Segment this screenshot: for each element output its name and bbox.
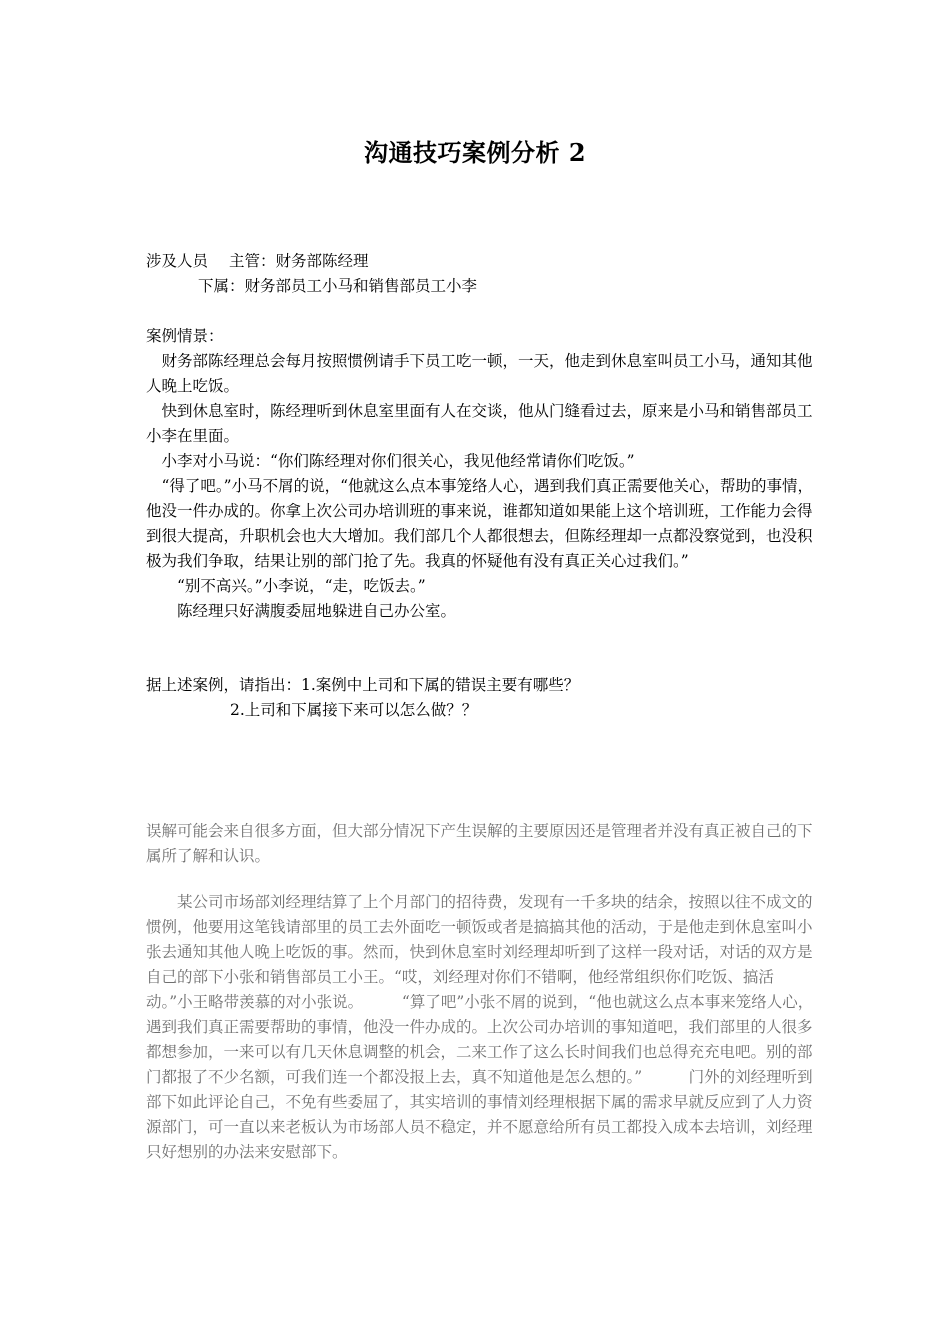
questions-section	[146, 673, 814, 723]
case-paragraph: 陈经理只好满腹委屈地躲进自己办公室。	[177, 602, 457, 620]
analysis-story: 某公司市场部刘经理结算了上个月部门的招待费，发现有一千多块的结余，按照以往不成文的惯例，他要用这笔钱请部里的员工去外面吃一顿饭或者是搞搞其他的活动，于是他走到休息室叫小张去通知其他人晚上吃饭的事。然而，快到休息室时刘经理却听到了这样一段对话，对话的双方是自己的部下小张和销售部员工小王。“哎，刘经理对你们不错啊，他经常组织你们吃饭、搞活动。”小王略带羡慕的对小张说。 “算了吧”小张不屑的说到，“他也就这么点本事来笼络人心，遇到我们真正需要帮助的事情，他没一件办成的。上次公司办培训的事知道吧，我们部里的人很多都想参加，一来可以有几天休息调整的机会，二来工作了这么长时间我们也总得充充电吧。别的部门都报了不少名额，可我们连一个都没报上去，真不知道他是怎么想的。” 门外的刘经理听到部下如此评论自己，不免有些委屈了，其实培训的事情刘经理根据下属的需求早就反应到了人力资源部门，可一直以来老板认为市场部人员不稳定，并不愿意给所有员工都投入成本去培训，刘经理只好想别的办法来安慰部下。	[146, 893, 814, 1161]
case-paragraph: 快到休息室时，陈经理听到休息室里面有人在交谈，他从门缝看过去，原来是小马和销售部员工小李在里面。	[146, 402, 813, 445]
case-heading: 案例情景：	[146, 327, 224, 345]
people-section	[146, 249, 814, 299]
people-line	[146, 249, 814, 274]
questions-intro: 据上述案例，请指出：	[146, 676, 302, 694]
case-paragraph: “得了吧。”小马不屑的说，“他就这么点本事笼络人心，遇到我们真正需要他关心，帮助的事情，他没一件办成的。你拿上次公司办培训班的事来说，谁都知道如果能上这个培训班，工作能力会得到很大提高，升职机会也大大增加。我们部几个人都很想去，但陈经理却一点都没察觉到，也没积极为我们争取，结果让别的部门抢了先。我真的怀疑他有没有真正关心过我们。”	[146, 477, 814, 570]
question-line-1	[146, 673, 814, 698]
case-paragraph: 小李对小马说：“你们陈经理对你们很关心，我见他经常请你们吃饭。”	[161, 452, 635, 470]
analysis-summary: 误解可能会来自很多方面，但大部分情况下产生误解的主要原因还是管理者并没有真正被自己的下属所了解和认识。	[146, 822, 813, 865]
question-1: 1.案例中上司和下属的错误主要有哪些？	[301, 676, 580, 694]
subordinates-text: 下属：财务部员工小马和销售部员工小李	[198, 277, 478, 295]
analysis-summary-section	[146, 819, 814, 869]
case-paragraph: 财务部陈经理总会每月按照惯例请手下员工吃一顿，一天，他走到休息室叫员工小马，通知其他人晚上吃饭。	[146, 352, 813, 395]
document-title: 沟通技巧案例分析 2	[363, 138, 587, 167]
question-2: 2.上司和下属接下来可以怎么做？？	[230, 701, 478, 719]
analysis-story-section	[146, 890, 814, 1165]
case-paragraph: “别不高兴。”小李说，“走，吃饭去。”	[177, 577, 426, 595]
supervisor-text: 主管：财务部陈经理	[229, 252, 369, 270]
case-section	[146, 324, 814, 624]
people-label: 涉及人员	[146, 252, 209, 270]
